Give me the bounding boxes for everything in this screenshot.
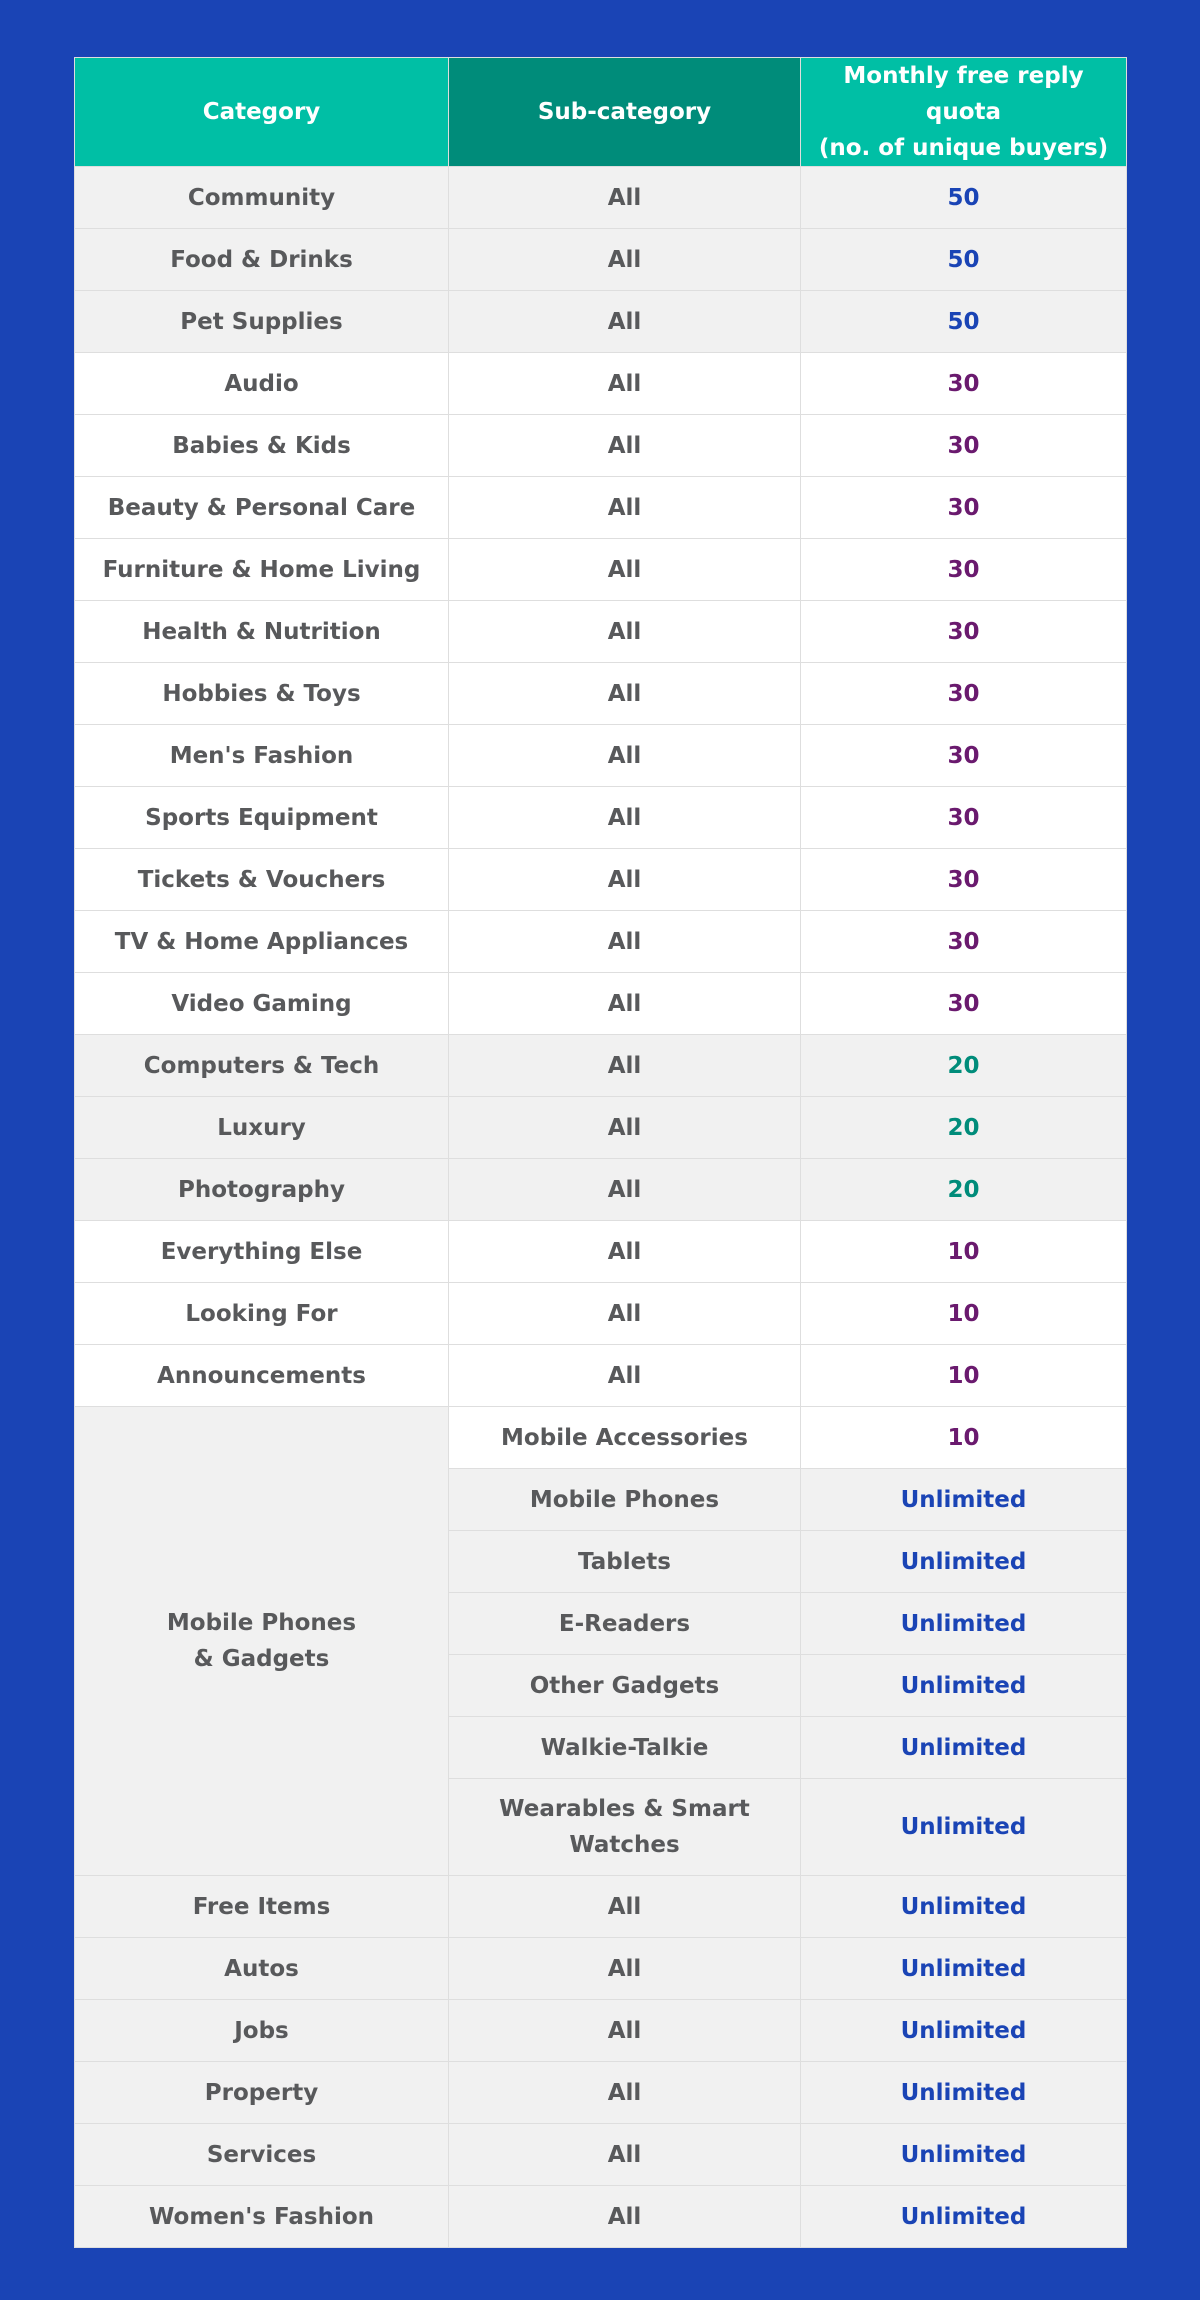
subcategory-cell: All bbox=[449, 725, 801, 787]
category-cell: Babies & Kids bbox=[75, 415, 449, 477]
category-cell: Looking For bbox=[75, 1283, 449, 1345]
quota-cell: Unlimited bbox=[801, 1938, 1127, 2000]
merged-category-line1: Mobile Phones bbox=[166, 1610, 357, 1636]
subcategory-cell: Tablets bbox=[449, 1531, 801, 1593]
subcategory-cell: All bbox=[449, 1345, 801, 1407]
category-cell: Free Items bbox=[75, 1876, 449, 1938]
header-category: Category bbox=[75, 58, 449, 167]
category-cell: Men's Fashion bbox=[75, 725, 449, 787]
subcategory-cell: Mobile Phones bbox=[449, 1469, 801, 1531]
subcategory-cell: All bbox=[449, 415, 801, 477]
subcategory-cell: All bbox=[449, 167, 801, 229]
quota-cell: Unlimited bbox=[801, 1779, 1127, 1876]
table-row bbox=[75, 1876, 1127, 1938]
category-cell: Photography bbox=[75, 1159, 449, 1221]
quota-cell: 10 bbox=[801, 1221, 1127, 1283]
subcategory-cell: All bbox=[449, 2186, 801, 2248]
subcategory-cell: All bbox=[449, 973, 801, 1035]
subcategory-cell: Other Gadgets bbox=[449, 1655, 801, 1717]
category-cell: Autos bbox=[75, 1938, 449, 2000]
category-cell: Computers & Tech bbox=[75, 1035, 449, 1097]
table-row bbox=[75, 911, 1127, 973]
header-subcategory: Sub-category bbox=[449, 58, 801, 167]
subcategory-cell: All bbox=[449, 849, 801, 911]
quota-cell: Unlimited bbox=[801, 1717, 1127, 1779]
quota-cell: 20 bbox=[801, 1097, 1127, 1159]
quota-cell: 50 bbox=[801, 229, 1127, 291]
table-row bbox=[75, 663, 1127, 725]
quota-cell: 50 bbox=[801, 167, 1127, 229]
category-cell: Health & Nutrition bbox=[75, 601, 449, 663]
category-cell: Audio bbox=[75, 353, 449, 415]
category-cell: Services bbox=[75, 2124, 449, 2186]
subcategory-cell: All bbox=[449, 291, 801, 353]
table-row bbox=[75, 2062, 1127, 2124]
table-row bbox=[75, 1345, 1127, 1407]
subcategory-cell: Mobile Accessories bbox=[449, 1407, 801, 1469]
table-row bbox=[75, 1407, 1127, 1469]
table-row bbox=[75, 787, 1127, 849]
category-cell: Tickets & Vouchers bbox=[75, 849, 449, 911]
subcategory-cell: All bbox=[449, 2000, 801, 2062]
table-row bbox=[75, 1283, 1127, 1345]
subcategory-cell: All bbox=[449, 663, 801, 725]
table-body bbox=[75, 167, 1127, 2248]
quota-cell: 50 bbox=[801, 291, 1127, 353]
header-row bbox=[75, 58, 1127, 167]
category-cell: Beauty & Personal Care bbox=[75, 477, 449, 539]
table-row bbox=[75, 601, 1127, 663]
category-cell: Property bbox=[75, 2062, 449, 2124]
subcategory-cell: Wearables & Smart Watches bbox=[449, 1779, 801, 1876]
quota-cell: Unlimited bbox=[801, 2000, 1127, 2062]
table-row bbox=[75, 477, 1127, 539]
quota-cell: 30 bbox=[801, 353, 1127, 415]
table-row bbox=[75, 167, 1127, 229]
category-cell: Sports Equipment bbox=[75, 787, 449, 849]
table-row bbox=[75, 2124, 1127, 2186]
table-row bbox=[75, 725, 1127, 787]
subcategory-cell: All bbox=[449, 229, 801, 291]
subcategory-cell: All bbox=[449, 1876, 801, 1938]
subcategory-cell: All bbox=[449, 539, 801, 601]
subcategory-cell: All bbox=[449, 1035, 801, 1097]
quota-cell: 30 bbox=[801, 725, 1127, 787]
quota-cell: Unlimited bbox=[801, 1655, 1127, 1717]
table-row bbox=[75, 291, 1127, 353]
subcategory-cell: All bbox=[449, 477, 801, 539]
quota-cell: 10 bbox=[801, 1345, 1127, 1407]
category-cell: Women's Fashion bbox=[75, 2186, 449, 2248]
category-cell: Hobbies & Toys bbox=[75, 663, 449, 725]
subcategory-cell: All bbox=[449, 2062, 801, 2124]
subcategory-cell: All bbox=[449, 1097, 801, 1159]
subcategory-cell: All bbox=[449, 601, 801, 663]
table-row bbox=[75, 1159, 1127, 1221]
subcategory-cell: All bbox=[449, 2124, 801, 2186]
quota-cell: 30 bbox=[801, 601, 1127, 663]
subcategory-cell: All bbox=[449, 787, 801, 849]
table-row bbox=[75, 2000, 1127, 2062]
quota-cell: Unlimited bbox=[801, 2062, 1127, 2124]
quota-cell: Unlimited bbox=[801, 1876, 1127, 1938]
header-quota bbox=[801, 58, 1127, 167]
quota-cell: Unlimited bbox=[801, 2124, 1127, 2186]
quota-cell: 10 bbox=[801, 1407, 1127, 1469]
subcategory-cell: All bbox=[449, 1938, 801, 2000]
table-row bbox=[75, 1938, 1127, 2000]
table-row bbox=[75, 415, 1127, 477]
category-cell: Announcements bbox=[75, 1345, 449, 1407]
category-cell: TV & Home Appliances bbox=[75, 911, 449, 973]
table-row bbox=[75, 539, 1127, 601]
category-cell: Pet Supplies bbox=[75, 291, 449, 353]
table-row bbox=[75, 849, 1127, 911]
quota-cell: 30 bbox=[801, 415, 1127, 477]
subcategory-cell: All bbox=[449, 1283, 801, 1345]
quota-cell: 20 bbox=[801, 1035, 1127, 1097]
table-row bbox=[75, 1097, 1127, 1159]
quota-cell: Unlimited bbox=[801, 1531, 1127, 1593]
category-cell-merged bbox=[75, 1407, 449, 1876]
header-quota-line1: Monthly free reply quota bbox=[843, 63, 1084, 125]
quota-cell: Unlimited bbox=[801, 2186, 1127, 2248]
merged-category-line2: & Gadgets bbox=[193, 1646, 330, 1672]
category-cell: Furniture & Home Living bbox=[75, 539, 449, 601]
quota-cell: 30 bbox=[801, 787, 1127, 849]
subcategory-cell: All bbox=[449, 1159, 801, 1221]
category-cell: Everything Else bbox=[75, 1221, 449, 1283]
quota-cell: 30 bbox=[801, 663, 1127, 725]
quota-cell: 10 bbox=[801, 1283, 1127, 1345]
quota-cell: Unlimited bbox=[801, 1593, 1127, 1655]
category-cell: Luxury bbox=[75, 1097, 449, 1159]
category-cell: Jobs bbox=[75, 2000, 449, 2062]
table-row bbox=[75, 2186, 1127, 2248]
table-header bbox=[75, 58, 1127, 167]
category-cell: Community bbox=[75, 167, 449, 229]
quota-cell: 30 bbox=[801, 973, 1127, 1035]
category-cell: Food & Drinks bbox=[75, 229, 449, 291]
subcategory-cell: All bbox=[449, 1221, 801, 1283]
table-row bbox=[75, 353, 1127, 415]
table-row bbox=[75, 1035, 1127, 1097]
subcategory-cell: E-Readers bbox=[449, 1593, 801, 1655]
category-cell: Video Gaming bbox=[75, 973, 449, 1035]
table-row bbox=[75, 973, 1127, 1035]
subcategory-cell: All bbox=[449, 353, 801, 415]
header-quota-line2: (no. of unique buyers) bbox=[818, 135, 1109, 161]
quota-cell: 20 bbox=[801, 1159, 1127, 1221]
quota-cell: 30 bbox=[801, 477, 1127, 539]
table-row bbox=[75, 1221, 1127, 1283]
quota-cell: 30 bbox=[801, 539, 1127, 601]
subcategory-cell: Walkie-Talkie bbox=[449, 1717, 801, 1779]
table-row bbox=[75, 229, 1127, 291]
quota-cell: 30 bbox=[801, 849, 1127, 911]
subcategory-cell: All bbox=[449, 911, 801, 973]
quota-cell: Unlimited bbox=[801, 1469, 1127, 1531]
quota-table bbox=[74, 57, 1127, 2248]
quota-cell: 30 bbox=[801, 911, 1127, 973]
